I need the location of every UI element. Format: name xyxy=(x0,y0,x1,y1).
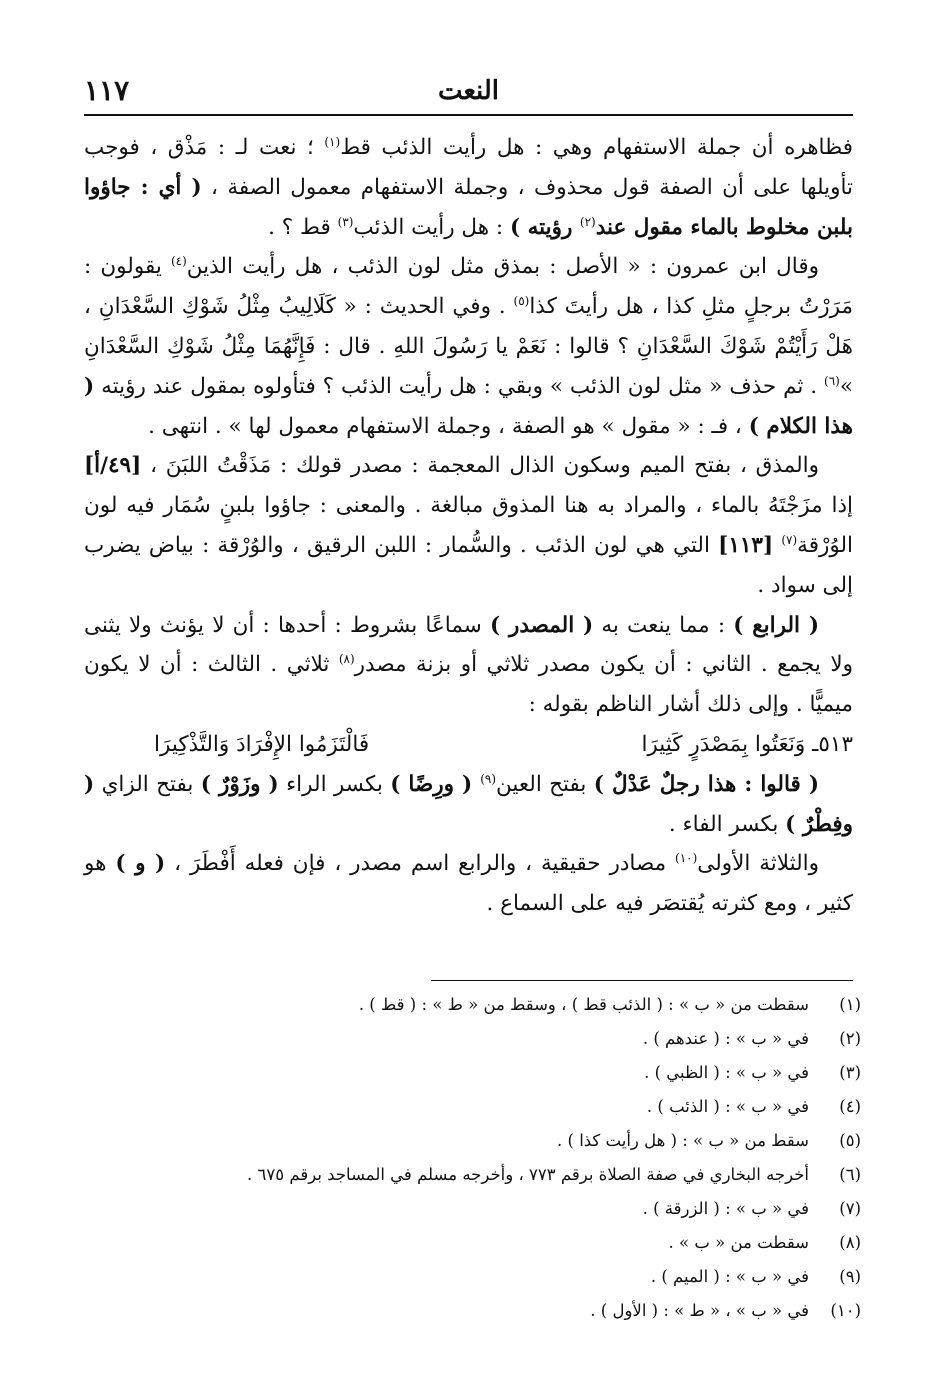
footnote-marker-6[interactable]: (٦) xyxy=(824,373,840,388)
footnote-separator xyxy=(431,980,853,981)
paragraph-1: فظاهره أن جملة الاستفهام وهي : هل رأيت الذئب قط$^{(١)}$ ؛ نعت لـ : مَذْق ، فوجب تأويلها على أن الصفة قول محذوف ، وجملة الاستفهام معمول الصفة ، ( أي : جاؤوا بلبن مخلوط بالماء مقول عند$^{(٢)}$ رؤيته ) : هل رأيت الذئب$^{(٣)}$ قط ؟ . xyxy=(84,134,853,240)
footnote-number: (٥) xyxy=(839,1131,861,1150)
footnote-number: (٤) xyxy=(839,1097,861,1116)
page-header xyxy=(84,70,853,116)
footnote-number: (٢) xyxy=(839,1029,861,1048)
edition-page-ref: [١١٣] xyxy=(718,532,774,558)
poem-verse xyxy=(84,725,853,765)
footnote xyxy=(90,1022,861,1056)
footnotes xyxy=(90,988,861,1328)
footnote xyxy=(90,1124,861,1158)
footnote-marker-8[interactable]: (٨) xyxy=(338,652,355,667)
footnote-text: سقطت من « ب » . xyxy=(668,1233,809,1252)
paragraph-6: والثلاثة الأولى$^{(١٠)}$ مصادر حقيقية ، والرابع اسم مصدر ، فإن فعله أَفْطَرَ ، ( و ) هو كثير ، ومع كثرته يُقتصَر فيه على السماع . xyxy=(84,851,853,917)
footnote-marker-4[interactable]: (٤) xyxy=(170,254,187,269)
footnote-text: في « ب » : ( الزرقة ) . xyxy=(642,1199,809,1218)
footnote-number: (١٠) xyxy=(830,1301,861,1320)
footnote xyxy=(90,1294,861,1328)
footnote xyxy=(90,1056,861,1090)
paragraph-4: ( الرابع ) : مما ينعت به ( المصدر ) سماعًا بشروط : أحدها : أن لا يؤنث ولا يثنى ولا يجمع . الثاني : أن يكون مصدر ثلاثي أو بزنة مصدر$^{(٨)}$ ثلاثي . الثالث : أن لا يكون ميميًّا . وإلى ذلك أشار الناظم بقوله : xyxy=(84,612,853,718)
footnote-marker-1[interactable]: (١) xyxy=(324,134,341,149)
footnote-text: في « ب » : ( عندهم ) . xyxy=(642,1029,809,1048)
footnote-number: (٩) xyxy=(839,1267,861,1286)
footnote xyxy=(90,1260,861,1294)
footnote-text: سقطت من « ب » : ( الذئب قط ) ، وسقط من « ط » : ( قط ) . xyxy=(358,995,809,1014)
footnote-text: في « ب » ، « ط » : ( الأول ) . xyxy=(590,1301,809,1320)
footnote xyxy=(90,1192,861,1226)
footnote xyxy=(90,1226,861,1260)
footnote-marker-9[interactable]: (٩) xyxy=(480,771,497,786)
verse-second-hemistich: فَالْتَزَمُوا الإِفْرَادَ وَالتَّذْكِيرَا xyxy=(154,731,370,757)
footnote xyxy=(90,1090,861,1124)
manuscript-folio-ref: [٤٩/أ] xyxy=(84,453,142,479)
footnote-number: (٦) xyxy=(839,1165,861,1184)
footnote xyxy=(90,988,861,1022)
footnote-number: (٧) xyxy=(839,1199,861,1218)
footnote xyxy=(90,1158,861,1192)
running-title: النعت xyxy=(437,76,500,106)
paragraph-3: والمذق ، بفتح الميم وسكون الذال المعجمة : مصدر قولك : مَذَقْتُ اللبَنَ ، [٤٩/أ] إذا مزَجْتَهُ بالماء ، والمراد به هنا المذوق مبالغة . والمعنى : جاؤوا بلبنٍ سُمَار فيه لون الوُرْقة$^{(٧)}$ [١١٣] التي هي لون الذئب . والسُّمار : اللبن الرقيق ، والوُرْقة : بياض يضرب إلى سواد . xyxy=(84,453,853,598)
page-number: ١١٧ xyxy=(84,74,130,107)
main-text xyxy=(84,128,853,924)
footnote-marker-10[interactable]: (١٠) xyxy=(675,851,698,866)
footnote-text: في « ب » : ( الذئب ) . xyxy=(646,1097,809,1116)
footnote-number: (٨) xyxy=(839,1233,861,1252)
verse-first-hemistich: ٥١٣ـ وَنَعَتُوا بِمَصْدَرٍ كَثِيرَا xyxy=(641,731,853,757)
footnote-text: في « ب » : ( الميم ) . xyxy=(650,1267,809,1286)
paragraph-2: وقال ابن عمرون : « الأصل : بمذق مثل لون الذئب ، هل رأيت الذين$^{(٤)}$ يقولون : مَرَرْتُ برجلٍ مثلِ كذا ، هل رأيتَ كذا$^{(٥)}$ . وفي الحديث : « كَلَالِيبُ مِثْلُ شَوْكِ السَّعْدَانِ ، هَلْ رَأَيْتُمْ شَوْكَ السَّعْدَانِ ؟ قالوا : نَعَمْ يا رَسُولَ اللهِ . قال : فَإِنَّهُمَا مِثْلُ شَوْكِ السَّعْدَانِ »$^{(٦)}$ . ثم حذف « مثل لون الذئب » وبقي : هل رأيت الذئب ؟ فتأولوه بمقول عند رؤيته ( هذا الكلام ) ، فـ : « مقول » هو الصفة ، وجملة الاستفهام معمول لها » . انتهى . xyxy=(84,254,853,439)
footnote-text: أخرجه البخاري في صفة الصلاة برقم ٧٧٣ ، وأخرجه مسلم في المساجد برقم ٦٧٥ . xyxy=(247,1165,809,1184)
footnote-marker-2[interactable]: (٢) xyxy=(579,214,596,229)
footnote-marker-5[interactable]: (٥) xyxy=(513,294,530,309)
paragraph-5: ( قالوا : هذا رجلٌ عَدْلٌ ) بفتح العين$^{(٩)}$ ( ورِضًا ) بكسر الراء ( وزَوْرٌ ) بفتح الزاي ( وفِطْرٌ ) بكسر الفاء . xyxy=(84,771,853,837)
footnote-text: في « ب » : ( الظبي ) . xyxy=(644,1063,809,1082)
footnote-number: (١) xyxy=(839,995,861,1014)
footnote-marker-7[interactable]: (٧) xyxy=(781,532,798,547)
footnote-marker-3[interactable]: (٣) xyxy=(337,214,354,229)
footnote-text: سقط من « ب » : ( هل رأيت كذا ) . xyxy=(557,1131,809,1150)
footnote-number: (٣) xyxy=(839,1063,861,1082)
